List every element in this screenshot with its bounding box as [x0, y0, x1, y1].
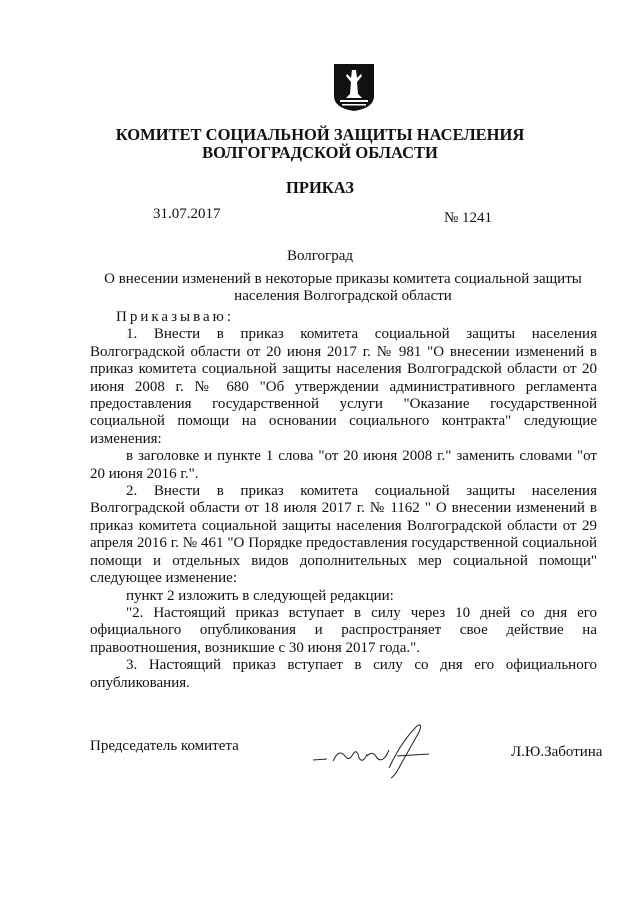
- document-type-title: ПРИКАЗ: [286, 178, 354, 197]
- signatory-role: Председатель комитета: [90, 738, 239, 754]
- body-paragraph-6: 3. Настоящий приказ вступает в силу со дня его официального опубликования.: [90, 657, 597, 691]
- document-city: Волгоград: [286, 248, 353, 264]
- body-paragraph-1: 1. Внести в приказ комитета социальной защиты населения Волгоградской области от 20 июня 2017 г. № 981 "О внесении изменений в приказ комитета социальной защиты населения Волгоградской области от 20 июня 2008 г. № 680 "Об утверждении административного регламента предоставления государственной услуги "Оказание государственной социальной помощи на основании социального контракта" следующие изменения:: [90, 326, 597, 447]
- body-paragraph-4: пункт 2 изложить в следующей редакции:: [126, 587, 394, 604]
- order-word: Приказываю:: [116, 309, 234, 325]
- signatory-name: Л.Ю.Заботина: [511, 744, 603, 760]
- document-subject: О внесении изменений в некоторые приказы комитета социальной защиты населения Волгоградской области: [104, 271, 582, 304]
- document-body: [90, 309, 597, 692]
- body-paragraph-5: "2. Настоящий приказ вступает в силу через 10 дней со дня его официального опубликования и распространяет свое действие на правоотношения, возникшие с 30 июня 2017 года.".: [90, 604, 597, 656]
- body-paragraph-3: 2. Внести в приказ комитета социальной защиты населения Волгоградской области от 18 июля 2017 г. № 1162 " О внесении изменений в приказ комитета социальной защиты населения Волгоградской области от 29 апреля 2016 г. № 461 "О Порядке предоставления государственной социальной помощи и отдельных видов дополнительных мер социальной помощи" следующее изменение:: [90, 483, 597, 587]
- handwritten-signature-icon: [305, 720, 445, 780]
- organization-name-line-1: КОМИТЕТ СОЦИАЛЬНОЙ ЗАЩИТЫ НАСЕЛЕНИЯ: [115, 125, 525, 144]
- body-paragraph-2: в заголовке и пункте 1 слова "от 20 июня 2008 г." заменить словами "от 20 июня 2016 г.".: [90, 448, 597, 482]
- coat-of-arms-icon: [332, 62, 376, 112]
- organization-name-line-2: ВОЛГОГРАДСКОЙ ОБЛАСТИ: [202, 143, 438, 162]
- document-number: № 1241: [444, 210, 493, 226]
- document-date: 31.07.2017: [153, 206, 221, 222]
